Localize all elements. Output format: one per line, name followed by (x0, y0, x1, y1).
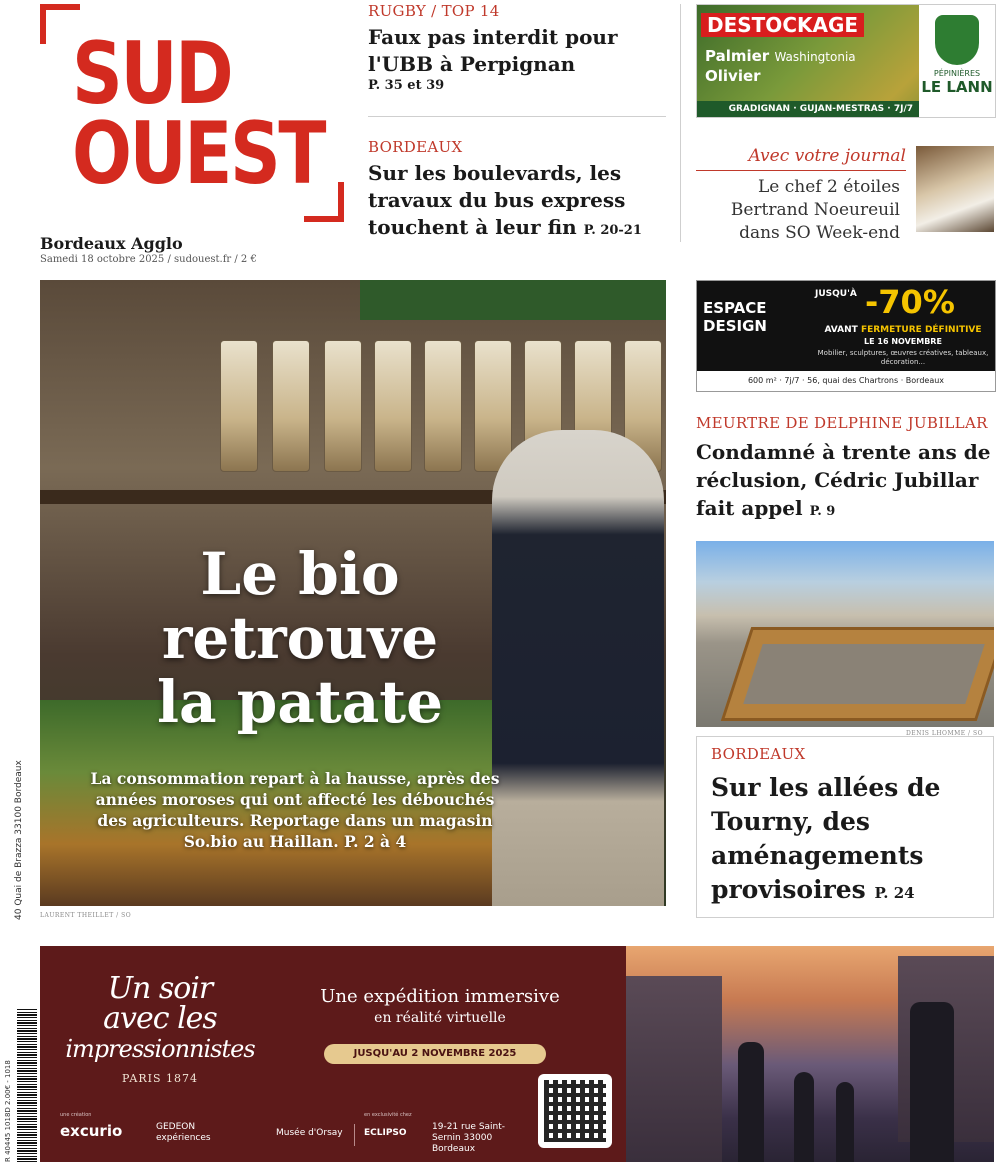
meurtre-story[interactable] (696, 438, 992, 526)
meurtre-kicker: MEURTRE DE DELPHINE JUBILLAR (696, 414, 988, 432)
logo-ouest[interactable]: OUEST (72, 104, 324, 204)
painting-building (626, 976, 722, 1162)
store-wall (360, 280, 666, 320)
weekend-rule (696, 170, 906, 171)
ad-line1 (705, 47, 856, 65)
planter-inner (743, 644, 984, 704)
painting-figure (738, 1042, 764, 1162)
espace-jusqu: JUSQU'À (815, 289, 857, 299)
top-story-boulevards[interactable] (368, 138, 668, 244)
espace-fermeture: FERMETURE DÉFINITIVE (860, 325, 982, 335)
ad-paris: PARIS 1874 (122, 1072, 198, 1085)
meurtre-headline: Condamné à trente ans de réclusion, Cédric Jubillar fait appel (696, 440, 991, 520)
qr-code-icon[interactable] (538, 1074, 612, 1148)
bulk-jar (424, 340, 462, 472)
ad-title-line: avec les (103, 1001, 217, 1036)
tourny-photo[interactable] (696, 541, 994, 727)
brand-big: LE LANN (921, 78, 993, 96)
weekend-text[interactable]: Le chef 2 étoiles Bertrand Noeureuil dans SO Week-end (730, 177, 900, 243)
dateline: Samedi 18 octobre 2025 / sudouest.fr / 2 € (40, 254, 257, 265)
ad-banner: DESTOCKAGE (701, 13, 864, 37)
ad-title-line: impressionnistes (65, 1035, 255, 1063)
tourny-headline-block (711, 771, 983, 910)
partner-address: 19-21 rue Saint-Sernin 33000 Bordeaux (432, 1122, 506, 1154)
hero-photo[interactable] (40, 280, 666, 906)
impressionist-painting (626, 946, 994, 1162)
ad-destockage[interactable] (696, 4, 996, 118)
brand-small: PÉPINIÈRES (933, 69, 981, 78)
side-address: 40 Quai de Brazza 33100 Bordeaux (14, 760, 24, 920)
hero-title-line: Le bio (200, 540, 400, 608)
story-headline-text: Faux pas interdit pour l'UBB à Perpignan (368, 25, 618, 76)
espace-footer: 600 m² · 7j/7 · 56, quai des Chartrons · Bordeaux (697, 371, 995, 391)
tourny-credit: DENIS LHOMME / SO (906, 730, 983, 737)
bulk-jar (324, 340, 362, 472)
partner-tiny: une création (60, 1112, 92, 1118)
meurtre-page-ref: P. 9 (809, 504, 836, 519)
espace-percent: -70% (865, 283, 955, 321)
partner-separator (354, 1124, 355, 1146)
partner-gedeon: GEDEON expériences (156, 1122, 211, 1143)
painting-figure (794, 1072, 814, 1162)
wooden-planter (721, 627, 994, 721)
top-story-rugby[interactable] (368, 2, 668, 93)
weekend-label: Avec votre journal (748, 146, 906, 166)
story-headline-text: Sur les boulevards, les travaux du bus express touchent à leur fin (368, 161, 626, 239)
ad-impressionnistes[interactable] (40, 946, 994, 1162)
ad-vr: en réalité virtuelle (374, 1010, 506, 1026)
story-headline (368, 24, 668, 78)
espace-logo-line: DESIGN (703, 317, 767, 335)
chef-photo (916, 146, 994, 232)
partner-orsay: Musée d'Orsay (276, 1128, 343, 1138)
gardener-icon (935, 15, 979, 65)
story-page-ref: P. 35 et 39 (368, 78, 445, 93)
ad-strip: GRADIGNAN · GUJAN-MESTRAS · 7J/7 (697, 101, 919, 117)
story-headline (368, 160, 668, 244)
story-kicker: RUGBY / TOP 14 (368, 2, 500, 20)
ad-title (60, 971, 260, 1064)
bulk-jar (474, 340, 512, 472)
tourny-kicker: BORDEAUX (711, 745, 806, 763)
painting-figure (836, 1082, 854, 1162)
tourny-headline: Sur les allées de Tourny, des aménagements provisoires (711, 773, 941, 904)
hero-title-line: retrouve (161, 604, 439, 672)
partner4-tiny: en exclusivité chez (364, 1112, 412, 1118)
partner-excurio: excurio (60, 1122, 123, 1140)
espace-avant-text: AVANT (824, 325, 858, 335)
shopper-figure (492, 430, 664, 906)
story-kicker: BORDEAUX (368, 138, 463, 156)
logo-sud[interactable]: SUD (72, 24, 232, 124)
column-divider (680, 4, 681, 242)
divider (368, 116, 666, 117)
partner-eclipso: ECLIPSO (364, 1128, 407, 1138)
ad-expedition: Une expédition immersive (320, 986, 560, 1007)
hero-title-line: la patate (156, 668, 443, 736)
espace-mobilier: Mobilier, sculptures, œuvres créatives, tableaux, décoration... (817, 349, 989, 366)
espace-logo (703, 299, 767, 335)
espace-date: LE 16 NOVEMBRE (864, 337, 942, 346)
bulk-jar (272, 340, 310, 472)
qr-pattern (544, 1080, 606, 1142)
tourny-story[interactable] (696, 736, 994, 918)
ad-line1-big: Palmier (705, 47, 770, 65)
side-issn: R 40445 1018D 2.00€ - 1018 (4, 1060, 12, 1162)
espace-logo-line: ESPACE (703, 299, 767, 317)
hero-title (90, 542, 510, 734)
tourny-page-ref: P. 24 (874, 884, 915, 902)
painting-figure (910, 1002, 954, 1162)
ad-dates-pill: JUSQU'AU 2 NOVEMBRE 2025 (324, 1044, 546, 1064)
ad-espace-design[interactable] (696, 280, 996, 392)
hero-credit: LAURENT THEILLET / SO (40, 912, 132, 919)
hero-subtitle: La consommation repart à la hausse, après des années moroses qui ont affecté les débouchés des agriculteurs. Reportage dans un magasin So.bio au Haillan. P. 2 à 4 (90, 769, 500, 851)
ad-brand (919, 5, 995, 117)
story-page-ref: P. 20-21 (583, 223, 642, 238)
barcode-icon (17, 1008, 37, 1162)
bulk-jar (220, 340, 258, 472)
ad-line1-small: Washingtonia (774, 50, 856, 64)
edition-name: Bordeaux Agglo (40, 234, 183, 253)
bulk-jar (374, 340, 412, 472)
espace-avant (815, 325, 991, 335)
ad-title-line: Un soir (107, 971, 213, 1006)
ad-line2: Olivier (705, 67, 761, 85)
